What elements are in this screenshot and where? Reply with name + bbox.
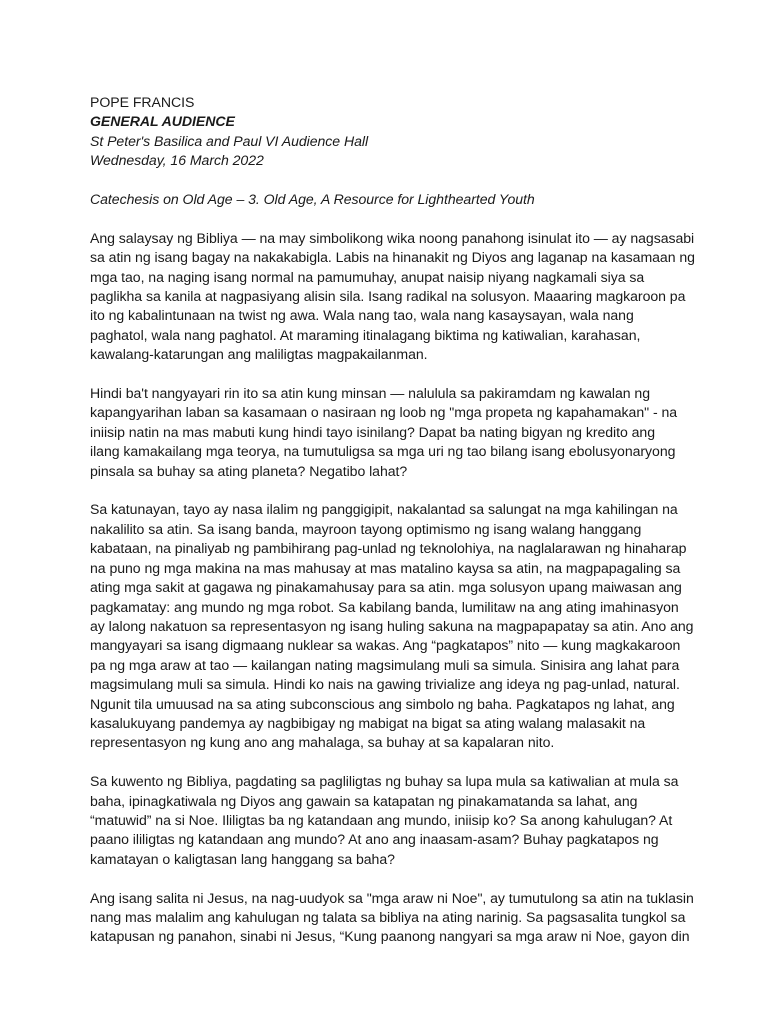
paragraph-line: Hindi ba't nangyayari rin ito sa atin kung minsan — nalulula sa pakiramdam ng kawalan ng — [90, 385, 651, 402]
paragraph-line: Ang isang salita ni Jesus, na nag-uudyok sa "mga araw ni Noe", ay tumutulong sa atin na tuklasin — [90, 889, 694, 906]
paragraph-line: Sa kuwento ng Bibliya, pagdating sa pagliligtas ng buhay sa lupa mula sa katiwalian at mula sa — [90, 773, 679, 790]
paragraph-line: na puno ng mga makina na mas mahusay at mas matalino kaysa sa atin, na magpapagaling sa — [90, 559, 681, 576]
paragraph-line: pinsala sa buhay sa ating planeta? Negatibo lahat? — [90, 462, 408, 479]
paragraph-line: kapangyarihan laban sa kasamaan o nasiraan ng loob ng "mga propeta ng kapahamakan" - na — [90, 404, 678, 421]
spacer — [90, 209, 690, 228]
paragraph-line: kamatayan o kaligtasan lang hanggang sa baha? — [90, 850, 395, 867]
paragraph — [90, 772, 690, 869]
paragraph-line: Ang salaysay ng Bibliya — na may simbolikong wika noong panahong isinulat ito — ay nagsasabi — [90, 229, 695, 246]
document-page — [90, 93, 695, 966]
paragraph-line: pa ng mga araw at tao — kailangan nating magsimulang muli sa simula. Sinisira ang lahat para — [90, 656, 680, 673]
paragraph-line: ito ng kabalintunaan na twist ng awa. Wala nang tao, wala nang kasaysayan, wala nang — [90, 307, 634, 324]
paragraph-line: kabataan, na pinaliyab ng pambihirang pag-unlad ng teknolohiya, na naglalarawan ng hinaharap — [90, 540, 687, 557]
spacer — [90, 171, 690, 190]
location-line: St Peter's Basilica and Paul VI Audience Hall — [90, 132, 369, 149]
paragraph — [90, 384, 690, 481]
paragraph-line: “matuwid” na si Noe. Ililigtas ba ng katandaan ang mundo, iniisip ko? Sa anong kahulugan? At — [90, 811, 673, 828]
paragraph-line: sa atin ng isang bagay na nakakabigla. Labis na hinanakit ng Diyos ang laganap na kasamaan ng — [90, 249, 695, 266]
paragraph-line: pagkamatay: ang mundo ng mga robot. Sa kabilang banda, lumilitaw na ang ating imahinasyon — [90, 598, 679, 615]
paragraph-line: Ngunit tila umuusad na sa ating subconscious ang simbolo ng baha. Pagkatapos ng lahat, ang — [90, 695, 675, 712]
paragraph-line: paghatol, wala nang paghatol. At maraming itinalagang biktima ng katiwalian, karahasan, — [90, 326, 641, 343]
paragraph-line: ilang kamakailang mga teorya, na tumutuligsa sa mga uri ng tao bilang isang ebolusyonaryong — [90, 443, 676, 460]
paragraph-line: Sa katunayan, tayo ay nasa ilalim ng panggigipit, nakalantad sa salungat na mga kahilingan na — [90, 501, 678, 518]
paragraph-line: ay lalong nakatuon sa representasyon ng isang huling sakuna na magpapapatay sa atin. Ano ang — [90, 617, 694, 634]
paragraph-line: paano ililigtas ng katandaan ang mundo? At ano ang inaasam-asam? Buhay pagkatapos ng — [90, 831, 659, 848]
paragraph-line: kasalukuyang pandemya ay nagbibigay ng mabigat na bigat sa ating walang malasakit na — [90, 714, 646, 731]
paragraph — [90, 889, 694, 947]
paragraph-line: nakalilito sa atin. Sa isang banda, mayroon tayong optimismo ng isang walang hanggang — [90, 520, 642, 537]
paragraph — [90, 500, 694, 752]
paragraph-line: ating mga sakit at gagawa ng pinakamahusay para sa atin. mga solusyon upang maiwasan ang — [90, 579, 682, 596]
author-line: POPE FRANCIS — [90, 94, 195, 110]
subtitle: Catechesis on Old Age – 3. Old Age, A Resource for Lighthearted Youth — [90, 191, 535, 208]
paragraph-line: mangyayari sa isang digmaang nuklear sa wakas. Ang “pagkatapos” nito — kung magkakaroon — [90, 637, 681, 654]
event-title: GENERAL AUDIENCE — [90, 113, 235, 130]
date-line: Wednesday, 16 March 2022 — [90, 152, 264, 169]
paragraph-line: kawalang-katarungan ang maliligtas magpakailanman. — [90, 346, 428, 363]
paragraph-line: baha, ipinagkatiwala ng Diyos ang gawain sa katapatan ng pinakamatanda sa lahat, ang — [90, 792, 638, 809]
paragraph-line: nang mas malalim ang kahulugan ng talata sa bibliya na ating narinig. Sa pagsasalita tungkol sa — [90, 908, 686, 925]
paragraph-line: mga tao, na naging isang normal na pamumuhay, anupat naisip niyang nagkamali siya sa — [90, 268, 645, 285]
body-text — [90, 229, 695, 947]
paragraph — [90, 229, 695, 365]
paragraph-line: iniisip natin na mas mabuti kung hindi tayo isinilang? Dapat ba nating bigyan ng kredito ang — [90, 423, 656, 440]
paragraph-line: paglikha sa kanila at nagpasiyang alisin sila. Isang radikal na solusyon. Maaaring magkaroon pa — [90, 288, 686, 305]
paragraph-line: katapusan ng panahon, sinabi ni Jesus, “Kung paanong nangyari sa mga araw ni Noe, gayon din — [90, 928, 690, 945]
paragraph-line: representasyon ng kung ano ang mahalaga, sa buhay at sa kapalaran nito. — [90, 734, 555, 751]
paragraph-line: magsimulang muli sa simula. Hindi ko nais na gawing trivialize ang ideya ng pag-unlad, natural. — [90, 676, 680, 693]
